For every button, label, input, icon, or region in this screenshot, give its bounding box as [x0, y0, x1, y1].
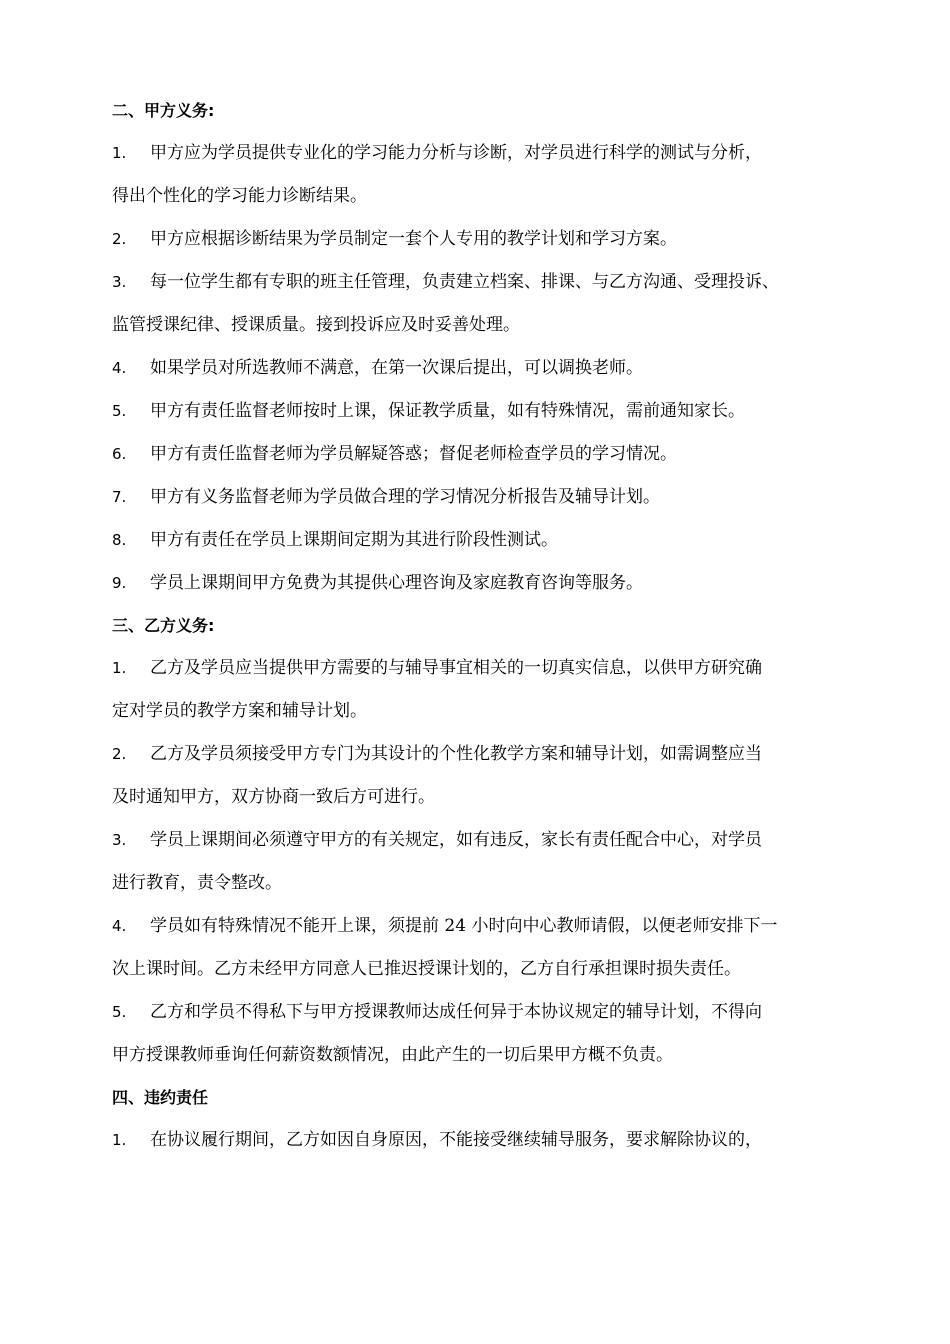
list-item-line: [112, 862, 854, 905]
list-item-text: 甲方应为学员提供专业化的学习能力分析与诊断，对学员进行科学的测试与分析，: [150, 143, 762, 163]
list-item-text: 乙方及学员应当提供甲方需要的与辅导事宜相关的一切真实信息，以供甲方研究确: [150, 658, 762, 678]
list-item-text: 学员上课期间甲方免费为其提供心理咨询及家庭教育咨询等服务。: [150, 573, 643, 593]
list-item-text: 定对学员的教学方案和辅导计划。: [112, 701, 367, 721]
list-item-number: 2.: [112, 745, 127, 763]
list-item-text: 甲方有责任在学员上课期间定期为其进行阶段性测试。: [150, 530, 558, 550]
list-item-text: 次上课时间。乙方未经甲方同意人已推迟授课计划的，乙方自行承担课时损失责任。: [112, 959, 741, 979]
list-item-line: [112, 1119, 854, 1162]
list-item-text: 学员上课期间必须遵守甲方的有关规定，如有违反，家长有责任配合中心，对学员: [150, 830, 762, 850]
list-item: [112, 647, 854, 733]
list-item-line: [112, 261, 854, 304]
list-item-line: [112, 476, 854, 519]
list-item: [112, 1119, 854, 1162]
list-item-text: 甲方有义务监督老师为学员做合理的学习情况分析报告及辅导计划。: [150, 487, 660, 507]
section-title: 二、甲方义务:: [112, 101, 215, 120]
list-item: [112, 905, 854, 991]
list-item: [112, 433, 854, 476]
list-item-text: 在协议履行期间，乙方如因自身原因，不能接受继续辅导服务，要求解除协议的，: [150, 1130, 762, 1150]
section-title: 三、乙方义务:: [112, 616, 215, 635]
list-item-number: 1.: [112, 1131, 127, 1149]
list-item-line: [112, 175, 854, 218]
list-item-line: [112, 647, 854, 690]
list-item-text: 甲方有责任监督老师为学员解疑答惑；督促老师检查学员的学习情况。: [150, 444, 677, 464]
list-item: [112, 733, 854, 819]
list-item: [112, 347, 854, 390]
list-item-number: 4.: [112, 359, 127, 377]
list-item-text: 甲方应根据诊断结果为学员制定一套个人专用的教学计划和学习方案。: [150, 229, 677, 249]
list-item-line: [112, 218, 854, 261]
list-item-number: 3.: [112, 273, 127, 291]
list-item-number: 6.: [112, 445, 127, 463]
list-item: [112, 261, 854, 347]
list-item-number: 7.: [112, 488, 127, 506]
list-item: [112, 562, 854, 605]
list-item-text: 得出个性化的学习能力诊断结果。: [112, 186, 367, 206]
list-item-number: 2.: [112, 230, 127, 248]
list-item-line: [112, 819, 854, 862]
list-item: [112, 519, 854, 562]
list-item: [112, 132, 854, 218]
list-item-line: [112, 519, 854, 562]
list-item-text: 监管授课纪律、授课质量。接到投诉应及时妥善处理。: [112, 315, 520, 335]
list-item: [112, 390, 854, 433]
list-item-text: 甲方有责任监督老师按时上课，保证教学质量，如有特殊情况，需前通知家长。: [150, 401, 745, 421]
list-item-text: 进行教育，责令整改。: [112, 873, 282, 893]
list-item-text: 学员如有特殊情况不能开上课，须提前 24 小时向中心教师请假，以便老师安排下一: [150, 916, 778, 936]
list-item-number: 4.: [112, 917, 127, 935]
section-title: 四、违约责任: [112, 1088, 209, 1107]
list-item-line: [112, 1034, 854, 1077]
list-item-line: [112, 733, 854, 776]
list-item-line: [112, 347, 854, 390]
list-item-text: 及时通知甲方，双方协商一致后方可进行。: [112, 787, 435, 807]
list-item-number: 8.: [112, 531, 127, 549]
list-item: [112, 991, 854, 1077]
list-item-number: 3.: [112, 831, 127, 849]
list-item-text: 每一位学生都有专职的班主任管理，负责建立档案、排课、与乙方沟通、受理投诉、: [150, 272, 779, 292]
list-item-line: [112, 776, 854, 819]
list-item-line: [112, 433, 854, 476]
list-item-number: 1.: [112, 144, 127, 162]
list-item-line: [112, 304, 854, 347]
list-item: [112, 218, 854, 261]
list-item-number: 1.: [112, 659, 127, 677]
list-item-line: [112, 991, 854, 1034]
document-page: [112, 90, 854, 1162]
list-item: [112, 476, 854, 519]
list-item-line: [112, 690, 854, 733]
list-item-line: [112, 390, 854, 433]
list-item-text: 甲方授课教师垂询任何薪资数额情况，由此产生的一切后果甲方概不负责。: [112, 1045, 673, 1065]
list-item-text: 乙方和学员不得私下与甲方授课教师达成任何异于本协议规定的辅导计划，不得向: [150, 1002, 762, 1022]
list-item-line: [112, 562, 854, 605]
list-item-number: 9.: [112, 574, 127, 592]
list-item-number: 5.: [112, 402, 127, 420]
list-item-text: 乙方及学员须接受甲方专门为其设计的个性化教学方案和辅导计划，如需调整应当: [150, 744, 762, 764]
list-item-line: [112, 948, 854, 991]
list-item-line: [112, 905, 854, 948]
list-item-text: 如果学员对所选教师不满意，在第一次课后提出，可以调换老师。: [150, 358, 643, 378]
list-item-number: 5.: [112, 1003, 127, 1021]
list-item-line: [112, 132, 854, 175]
list-item: [112, 819, 854, 905]
